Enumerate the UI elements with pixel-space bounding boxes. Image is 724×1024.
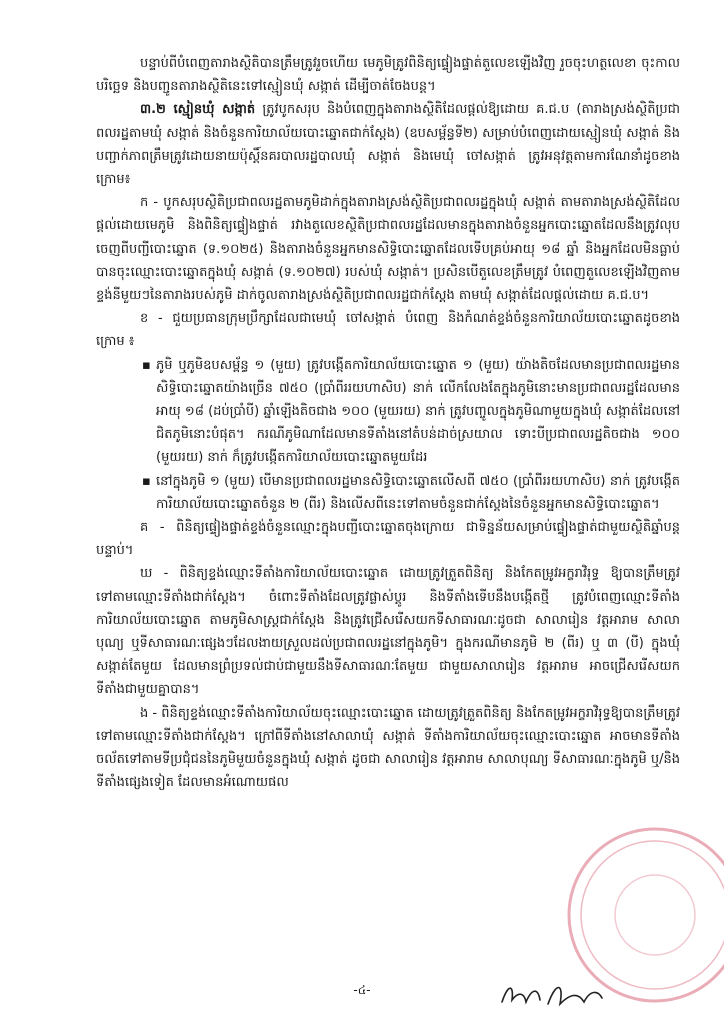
bullet-icon: ▪ [142,473,151,489]
section-heading-3-2: ៣.២ ស្មៀនឃុំ សង្កាត់ [140,102,256,118]
paragraph-item-kho: ឃ - ពិនិត្យខ្ទង់ឈ្មោះទីតាំងការិយាល័យបោះឆ្នោត ដោយត្រូវត្រួតពិនិត្យ និងកែតម្រូវអក្ខរាវិរុទ្ធ ឱ្យបានត្រឹមត្រូវទៅតាមឈ្មោះទីតាំងជាក់ស្ដែង។ ចំពោះទីតាំងដែលត្រូវផ្លាស់ប្ដូរ និងទីតាំងទើបនឹងបង្កើតថ្មី ត្រូវបំពេញឈ្មោះទីតាំងការិយាល័យបោះឆ្នោត តាមភូមិសាស្ត្រជាក់ស្ដែង និងត្រូវជ្រើសរើសយកទីសាធារណៈដូចជា សាលារៀន វត្តអារាម សាលាបុណ្យ ឬទីសាធារណៈផ្សេងៗដែលងាយស្រួលដល់ប្រជាពលរដ្ឋនៅក្នុងភូមិ។ ក្នុងករណីមានភូមិ ២ (ពីរ) ឬ ៣ (បី) ក្នុងឃុំ សង្កាត់តែមួយ ដែលមានព្រំប្រទល់ជាប់ជាមួយនឹងទីសាធារណៈតែមួយ ជាមួយសាលារៀន វត្តអារាម អាចជ្រើសរើសយកទីតាំងជាមួយគ្នាបាន។ [96,566,680,698]
list-item [142,470,680,516]
bullet-text: នៅក្នុងភូមិ ១ (មួយ) បើមានប្រជាពលរដ្ឋមានសិទ្ធិបោះឆ្នោតលើសពី ៧៥០ (ប្រាំពីររយហាសិប) នាក់ ត្រូវបង្កើតការិយាល័យបោះឆ្នោតចំនួន ២ (ពីរ) និងលើសពីនេះទៅតាមចំនួនជាក់ស្ដែងនៃចំនួនអ្នកមានសិទ្ធិបោះឆ្នោត។ [156,473,680,512]
list-item [142,354,680,470]
document-body [96,52,680,795]
page-number: -៤- [353,983,371,997]
section-3-2-text: ត្រូវបូកសរុប និងបំពេញក្នុងតារាងស្ថិតិដែលផ្ដល់ឱ្យដោយ គ.ជ.ប (តារាងស្រង់ស្ថិតិប្រជាពលរដ្ឋតាមឃុំ សង្កាត់ និងចំនួនការិយាល័យបោះឆ្នោតជាក់ស្ដែង) (ឧបសម្ព័ន្ធទី២) សម្រាប់បំពេញដោយស្មៀនឃុំ សង្កាត់ និងបញ្ជាក់ភាពត្រឹមត្រូវដោយនាយប៉ុស្ដិ៍នគរបាលរដ្ឋបាលឃុំ សង្កាត់ និងមេឃុំ ចៅសង្កាត់ ត្រូវអនុវត្តតាមការណែនាំដូចខាងក្រោម៖ [96,102,680,188]
paragraph-item-kha: ខ - ជួយប្រធានក្រុមប្រឹក្សាដែលជាមេឃុំ ចៅសង្កាត់ បំពេញ និងកំណត់ខ្ទង់ចំនួនការិយាល័យបោះឆ្នោតដូចខាងក្រោម ៖ [96,311,680,350]
paragraph-item-ngo: ង - ពិនិត្យខ្ទង់ឈ្មោះទីតាំងការិយាល័យចុះឈ្មោះបោះឆ្នោត ដោយត្រូវត្រួតពិនិត្យ និងកែតម្រូវអក្ខរាវិរុទ្ធឱ្យបានត្រឹមត្រូវទៅតាមឈ្មោះទីតាំងជាក់ស្ដែង។ ក្រៅពីទីតាំងនៅសាលាឃុំ សង្កាត់ ទីតាំងការិយាល័យចុះឈ្មោះបោះឆ្នោត អាចមានទីតាំងចល័តទៅតាមទីប្រជុំជននៃភូមិមួយចំនួនក្នុងឃុំ សង្កាត់ ដូចជា សាលារៀន វត្តអារាម សាលាបុណ្យ ទីសាធារណៈក្នុងភូមិ ឬ/និងទីតាំងផ្សេងទៀត ដែលមានអំណោយផល [96,705,681,791]
polling-station-rules-list [96,354,680,516]
paragraph-village-chief: បន្ទាប់ពីបំពេញតារាងស្ថិតិបានត្រឹមត្រូវរួចហើយ មេភូមិត្រូវពិនិត្យផ្ទៀងផ្ទាត់តួលេខឡើងវិញ រួចចុះហត្ថលេខា ចុះកាលបរិច្ឆេទ និងបញ្ជូនតារាងស្ថិតិនេះទៅស្មៀនឃុំ សង្កាត់ ដើម្បីចាត់ចែងបន្ត។ [96,56,680,95]
bullet-icon: ▪ [142,357,151,373]
paragraph-item-ka: ក - បូកសរុបស្ថិតិប្រជាពលរដ្ឋតាមភូមិដាក់ក្នុងតារាងស្រង់ស្ថិតិប្រជាពលរដ្ឋក្នុងឃុំ សង្កាត់ តាមតារាងស្រង់ស្ថិតិដែលផ្ដល់ដោយមេភូមិ និងពិនិត្យផ្ទៀងផ្ទាត់ រវាងតួលេខស្ថិតិប្រជាពលរដ្ឋដែលមានក្នុងតារាងចំនួនអ្នកបោះឆ្នោតដែលនឹងត្រូវលុបចេញពីបញ្ជីបោះឆ្នោត (ទ.១០២៥) និងតារាងចំនួនអ្នកមានសិទ្ធិបោះឆ្នោតដែលទើបគ្រប់អាយុ ១៨ ឆ្នាំ និងអ្នកដែលមិនធ្លាប់បានចុះឈ្មោះបោះឆ្នោតក្នុងឃុំ សង្កាត់ (ទ.១០២៧) របស់ឃុំ សង្កាត់។ ប្រសិនបើតួលេខត្រឹមត្រូវ បំពេញតួលេខឡើងវិញតាមខ្ទង់នីមួយៗនៃតារាងរបស់ភូមិ ដាក់ចូលតារាងស្រង់ស្ថិតិប្រជាពលរដ្ឋជាក់ស្ដែង តាមឃុំ សង្កាត់ដែលផ្ដល់ដោយ គ.ជ.ប។ [96,195,680,304]
paragraph-item-ko: គ - ពិនិត្យផ្ទៀងផ្ទាត់ខ្ទង់ចំនួនឈ្មោះក្នុងបញ្ជីបោះឆ្នោតចុងក្រោយ ជាទិន្នន័យសម្រាប់ផ្ទៀងផ្ទាត់ជាមួយស្ថិតិឆ្នាំបន្តបន្ទាប់។ [96,520,680,559]
paragraph-commune-clerk [96,98,680,191]
bullet-text: ភូមិ ឬភូមិឧបសម្ព័ន្ធ ១ (មួយ) ត្រូវបង្កើតការិយាល័យបោះឆ្នោត ១ (មួយ) យ៉ាងតិចដែលមានប្រជាពលរដ្ឋមានសិទ្ធិបោះឆ្នោតយ៉ាងច្រើន ៧៥០ (ប្រាំពីររយហាសិប) នាក់ លើកលែងតែក្នុងភូមិនោះមានប្រជាពលរដ្ឋដែលមានអាយុ ១៨ (ដប់ប្រាំបី) ឆ្នាំឡើងតិចជាង ១០០ (មួយរយ) នាក់ ត្រូវបញ្ចូលក្នុងភូមិណាមួយក្នុងឃុំ សង្កាត់ដែលនៅជិតភូមិនោះបំផុត។ ករណីភូមិណាដែលមានទីតាំងនៅតំបន់ដាច់ស្រយាល ទោះបីប្រជាពលរដ្ឋតិចជាង ១០០ (មួយរយ) នាក់ ក៏ត្រូវបង្កើតការិយាល័យបោះឆ្នោតមួយដែរ [156,357,680,466]
